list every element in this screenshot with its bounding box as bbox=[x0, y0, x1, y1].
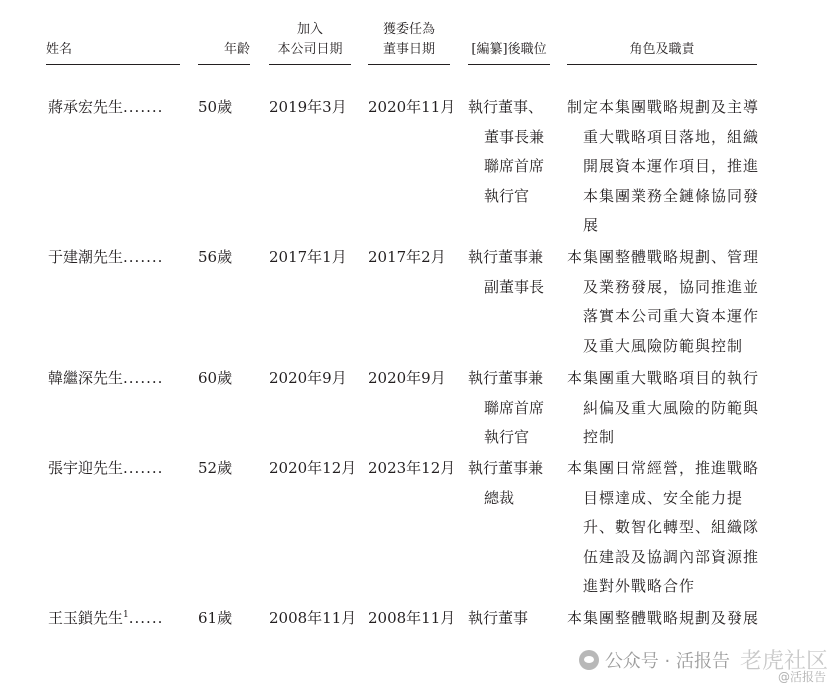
director-position: 執行董事兼 副董事長 bbox=[468, 248, 545, 296]
director-join-date: 2017年1月 bbox=[269, 248, 347, 266]
director-join-date: 2020年12月 bbox=[269, 459, 357, 477]
header-role bbox=[567, 20, 757, 65]
director-appoint-date: 2020年9月 bbox=[368, 369, 446, 387]
director-age: 52歲 bbox=[198, 459, 233, 477]
wechat-icon bbox=[579, 650, 599, 670]
header-appoint-date bbox=[368, 20, 450, 65]
director-role: 本集團重大戰略項目的執行 糾偏及重大風險的防範與 控制 bbox=[567, 369, 760, 446]
header-appoint-line1: 獲委任為 bbox=[382, 22, 435, 37]
director-join-date: 2019年3月 bbox=[269, 98, 347, 116]
director-name: 于建潮先生....... bbox=[48, 248, 164, 266]
header-name bbox=[46, 20, 180, 65]
director-age: 56歲 bbox=[198, 248, 233, 266]
header-position-text: [編纂]後職位 bbox=[471, 42, 547, 57]
director-appoint-date: 2023年12月 bbox=[368, 459, 456, 477]
director-join-date: 2020年9月 bbox=[269, 369, 347, 387]
director-name: 蔣承宏先生....... bbox=[48, 98, 164, 116]
director-age: 50歲 bbox=[198, 98, 233, 116]
header-join-date bbox=[269, 20, 351, 65]
watermark-brand: 公众号 · 活报告 bbox=[604, 650, 730, 672]
header-role-text: 角色及職責 bbox=[629, 42, 695, 57]
header-join-line1: 加入 bbox=[296, 22, 323, 37]
director-join-date: 2008年11月 bbox=[269, 609, 357, 627]
header-age-text: 年齡 bbox=[223, 42, 250, 57]
header-age bbox=[198, 20, 250, 65]
header-join-line2: 本公司日期 bbox=[277, 42, 343, 57]
director-role: 本集團整體戰略規劃及發展 bbox=[567, 609, 760, 627]
director-position: 執行董事兼 聯席首席 執行官 bbox=[468, 369, 545, 446]
header-appoint-line2: 董事日期 bbox=[382, 42, 435, 57]
director-age: 61歲 bbox=[198, 609, 233, 627]
director-position: 執行董事 bbox=[468, 609, 529, 627]
director-role: 本集團整體戰略規劃、管理 及業務發展，協同推進並 落實本公司重大資本運作 及重大風險防範與控制 bbox=[567, 248, 760, 355]
director-position: 執行董事、 董事長兼 聯席首席 執行官 bbox=[468, 98, 545, 205]
director-age: 60歲 bbox=[198, 369, 233, 387]
director-name: 王玉鎖先生$^1$...... bbox=[48, 609, 164, 627]
footnote-marker: 1 bbox=[123, 610, 129, 620]
director-appoint-date: 2020年11月 bbox=[368, 98, 456, 116]
director-name: 張宇迎先生....... bbox=[48, 459, 164, 477]
director-role: 制定本集團戰略規劃及主導 重大戰略項目落地，組織 開展資本運作項目，推進 本集團業務全鏈條協同發 展 bbox=[567, 98, 760, 234]
watermark-community: 老虎社区 bbox=[739, 649, 828, 674]
watermark-sub: @活报告 bbox=[777, 670, 826, 684]
director-position: 執行董事兼 總裁 bbox=[468, 459, 544, 507]
header-position bbox=[468, 20, 550, 65]
director-name: 韓繼深先生....... bbox=[48, 369, 164, 387]
director-appoint-date: 2017年2月 bbox=[368, 248, 446, 266]
director-role: 本集團日常經營，推進戰略 目標達成、安全能力提 升、數智化轉型、組織隊 伍建設及協調內部資源推 進對外戰略合作 bbox=[567, 459, 760, 595]
director-appoint-date: 2008年11月 bbox=[368, 609, 456, 627]
header-name-text: 姓名 bbox=[46, 42, 73, 57]
